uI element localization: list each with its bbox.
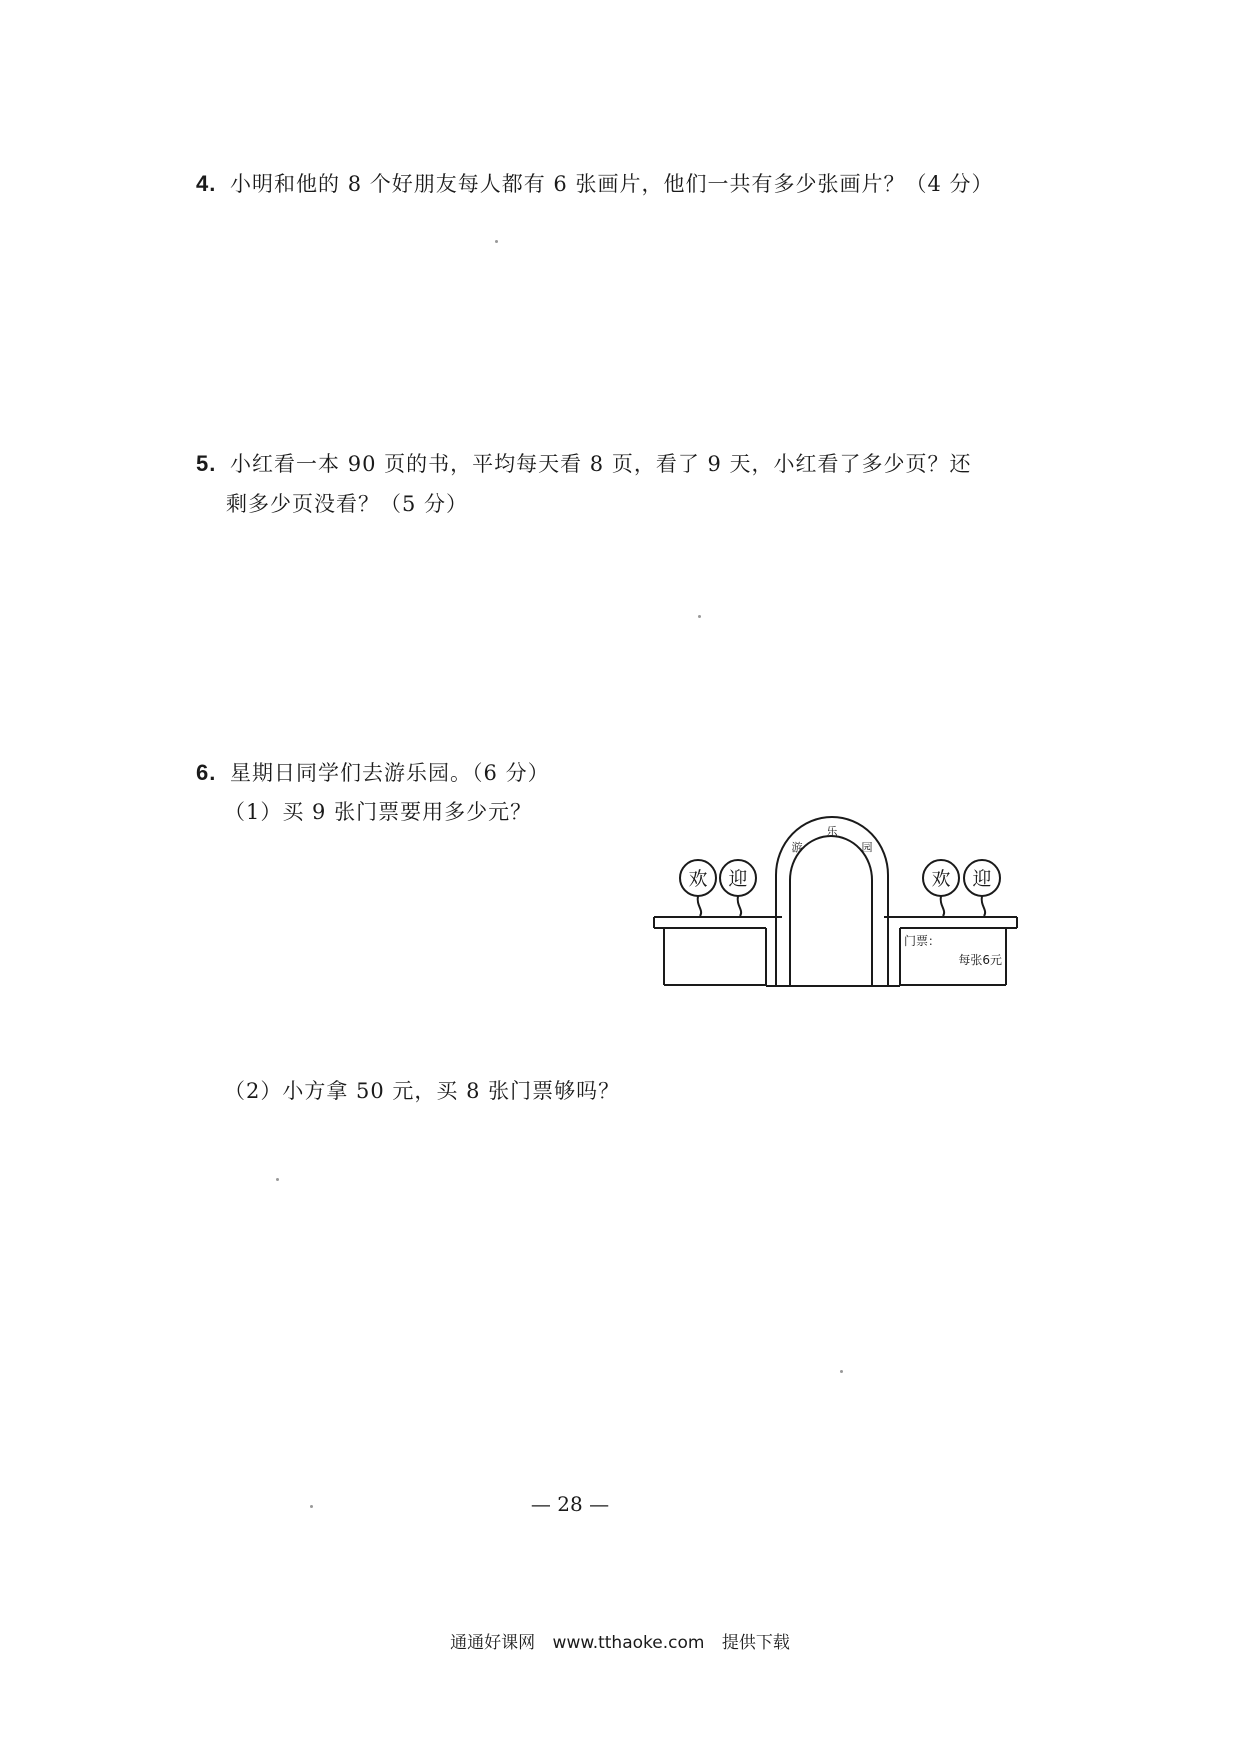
question-5-continuation: 剩多少页没看？（5 分）: [226, 492, 469, 516]
arch-char: 园: [861, 841, 873, 854]
footer: [0, 1628, 1240, 1653]
scan-speck: [698, 615, 701, 618]
question-text: 小明和他的 8 个好朋友每人都有 6 张画片，他们一共有多少张画片？（4 分）: [230, 172, 994, 196]
left-balloon-char: 迎: [728, 868, 748, 890]
scan-speck: [840, 1370, 843, 1373]
ticket-price: 每张6元: [958, 953, 1002, 967]
page-number: — 28 —: [530, 1492, 610, 1516]
question-6: [196, 757, 550, 787]
right-balloon-char: 迎: [972, 868, 992, 890]
footer-suffix: 提供下载: [721, 1633, 790, 1653]
ticket-label: 门票：: [904, 934, 941, 948]
sub-question-2: （2）小方拿 50 元，买 8 张门票够吗？: [224, 1079, 621, 1103]
question-number: 4.: [196, 171, 217, 196]
question-4: [196, 168, 994, 198]
sub-question-1: （1）买 9 张门票要用多少元？: [224, 800, 533, 824]
footer-url[interactable]: www.tthaoke.com: [552, 1633, 705, 1653]
scan-speck: [495, 240, 498, 243]
left-balloon-char: 欢: [688, 868, 708, 890]
question-number: 5.: [196, 451, 217, 476]
question-number: 6.: [196, 760, 217, 785]
question-text: 星期日同学们去游乐园。（6 分）: [230, 761, 550, 785]
question-text: 小红看一本 90 页的书，平均每天看 8 页，看了 9 天，小红看了多少页？还: [230, 452, 972, 476]
amusement-park-gate-illustration: [650, 800, 1020, 1000]
scan-speck: [276, 1178, 279, 1181]
question-5: [196, 448, 972, 478]
arch-char: 游: [791, 841, 803, 854]
right-balloon-char: 欢: [931, 868, 951, 890]
footer-site-name: 通通好课网: [450, 1633, 536, 1653]
arch-char: 乐: [826, 825, 838, 838]
